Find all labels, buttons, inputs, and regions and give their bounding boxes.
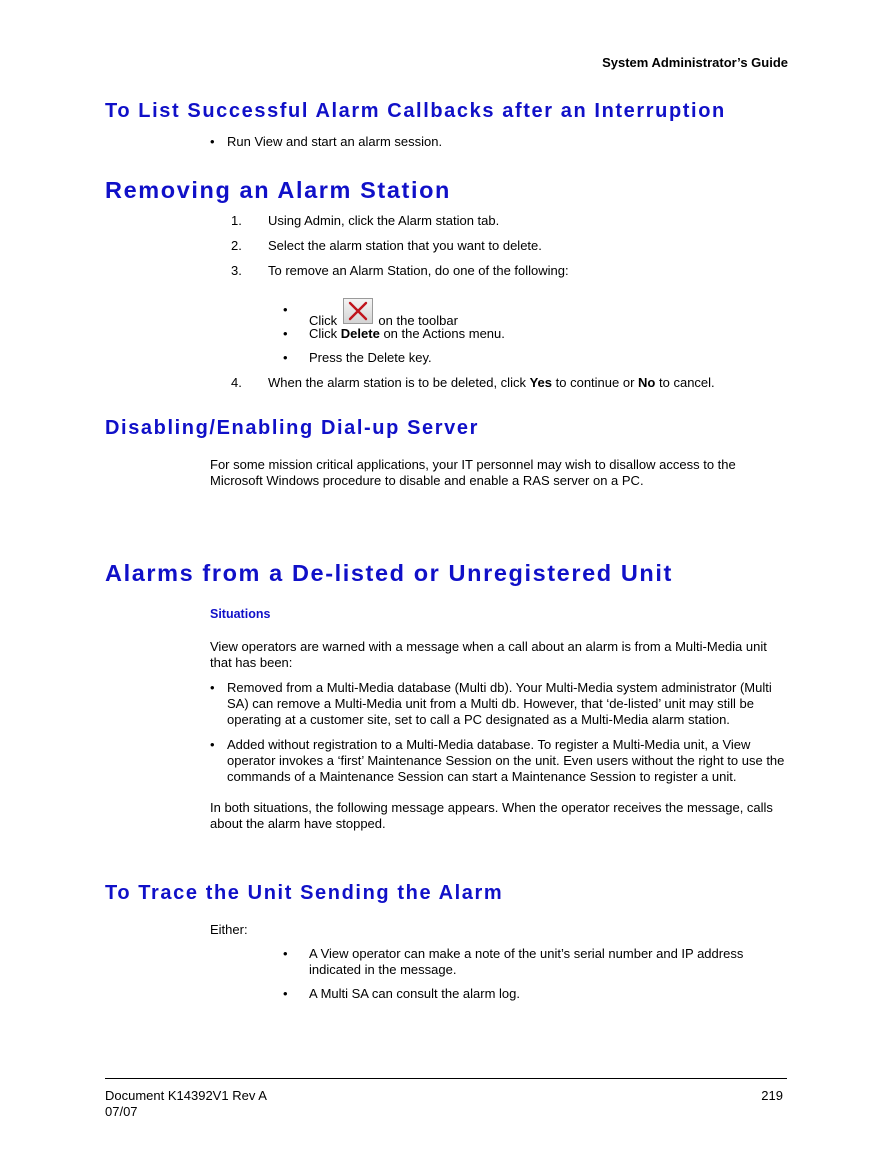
step-text-part: to continue or bbox=[555, 375, 635, 390]
step-number: 3. bbox=[231, 263, 242, 278]
bullet-dot: • bbox=[283, 302, 288, 317]
footer-document-info bbox=[105, 1088, 267, 1120]
list-item-text: A Multi SA can consult the alarm log. bbox=[309, 986, 520, 1001]
paragraph: Either: bbox=[210, 922, 248, 937]
no-option: No bbox=[638, 375, 656, 390]
yes-option: Yes bbox=[529, 375, 553, 390]
list-item-text: Removed from a Multi-Media database (Multi db). Your Multi-Media system administrator (Multi SA) can remove a Multi-Media unit from a Multi db. However, that ‘de-listed’ unit may still be operating at a customer site, set to call a PC designated as a Multi-Media alarm station. bbox=[227, 680, 772, 727]
step-text-part: to cancel. bbox=[659, 375, 715, 390]
footer-divider bbox=[105, 1078, 787, 1079]
subheading-situations: Situations bbox=[210, 607, 271, 621]
sub-step-text: Click bbox=[309, 326, 338, 341]
running-header: System Administrator’s Guide bbox=[602, 55, 788, 70]
document-number: Document K14392V1 Rev A bbox=[105, 1088, 267, 1103]
step-text: Select the alarm station that you want to delete. bbox=[268, 238, 542, 253]
section-heading-alarm-callbacks: To List Successful Alarm Callbacks after an Interruption bbox=[105, 100, 726, 122]
step-text-part: When the alarm station is to be deleted, click bbox=[268, 375, 526, 390]
bullet-dot: • bbox=[283, 350, 288, 365]
bullet-dot: • bbox=[210, 680, 215, 695]
step-text bbox=[268, 375, 715, 390]
list-item-text: Run View and start an alarm session. bbox=[227, 134, 443, 149]
sub-step-text: on the Actions menu. bbox=[383, 326, 505, 341]
paragraph: View operators are warned with a message when a call about an alarm is from a Multi-Media unit that has been: bbox=[210, 639, 767, 670]
paragraph: For some mission critical applications, your IT personnel may wish to disallow access to the Microsoft Windows procedure to disable and enable a RAS server on a PC. bbox=[210, 457, 736, 488]
list-item bbox=[210, 680, 787, 728]
bullet-dot: • bbox=[210, 134, 215, 149]
step-number: 4. bbox=[231, 375, 242, 390]
step-number: 1. bbox=[231, 213, 242, 228]
bullet-dot: • bbox=[283, 986, 288, 1001]
list-item-text: A View operator can make a note of the unit’s serial number and IP address indicated in the message. bbox=[309, 946, 744, 977]
bullet-dot: • bbox=[210, 737, 215, 752]
sub-step-click-toolbar bbox=[309, 302, 458, 329]
sub-step-text: on the toolbar bbox=[378, 313, 458, 328]
section-heading-dialup-server: Disabling/Enabling Dial-up Server bbox=[105, 417, 479, 439]
list-item bbox=[210, 737, 787, 785]
section-heading-trace-unit: To Trace the Unit Sending the Alarm bbox=[105, 882, 504, 904]
page-number: 219 bbox=[761, 1088, 783, 1103]
delete-x-icon bbox=[343, 298, 373, 324]
section-heading-delisted-unit: Alarms from a De-listed or Unregistered Unit bbox=[105, 560, 673, 586]
step-text: To remove an Alarm Station, do one of the following: bbox=[268, 263, 569, 278]
paragraph: In both situations, the following message appears. When the operator receives the message, calls about the alarm have stopped. bbox=[210, 800, 773, 831]
sub-step-delete-key: Press the Delete key. bbox=[309, 350, 432, 365]
bullet-dot: • bbox=[283, 326, 288, 341]
list-item-text: Added without registration to a Multi-Media database. To register a Multi-Media unit, a View operator invokes a ‘first’ Maintenance Session on the unit. Even users without the right to use the commands of a Maintenance Session can start a Maintenance Session to register a unit. bbox=[227, 737, 785, 784]
document-date: 07/07 bbox=[105, 1104, 138, 1119]
delete-command: Delete bbox=[340, 326, 380, 341]
section-heading-removing-alarm-station: Removing an Alarm Station bbox=[105, 177, 451, 203]
list-item bbox=[210, 134, 770, 150]
step-text: Using Admin, click the Alarm station tab. bbox=[268, 213, 500, 228]
sub-step-actions-menu bbox=[309, 326, 505, 342]
step-number: 2. bbox=[231, 238, 242, 253]
sub-step-text: Click bbox=[309, 313, 338, 328]
bullet-dot: • bbox=[283, 946, 288, 961]
